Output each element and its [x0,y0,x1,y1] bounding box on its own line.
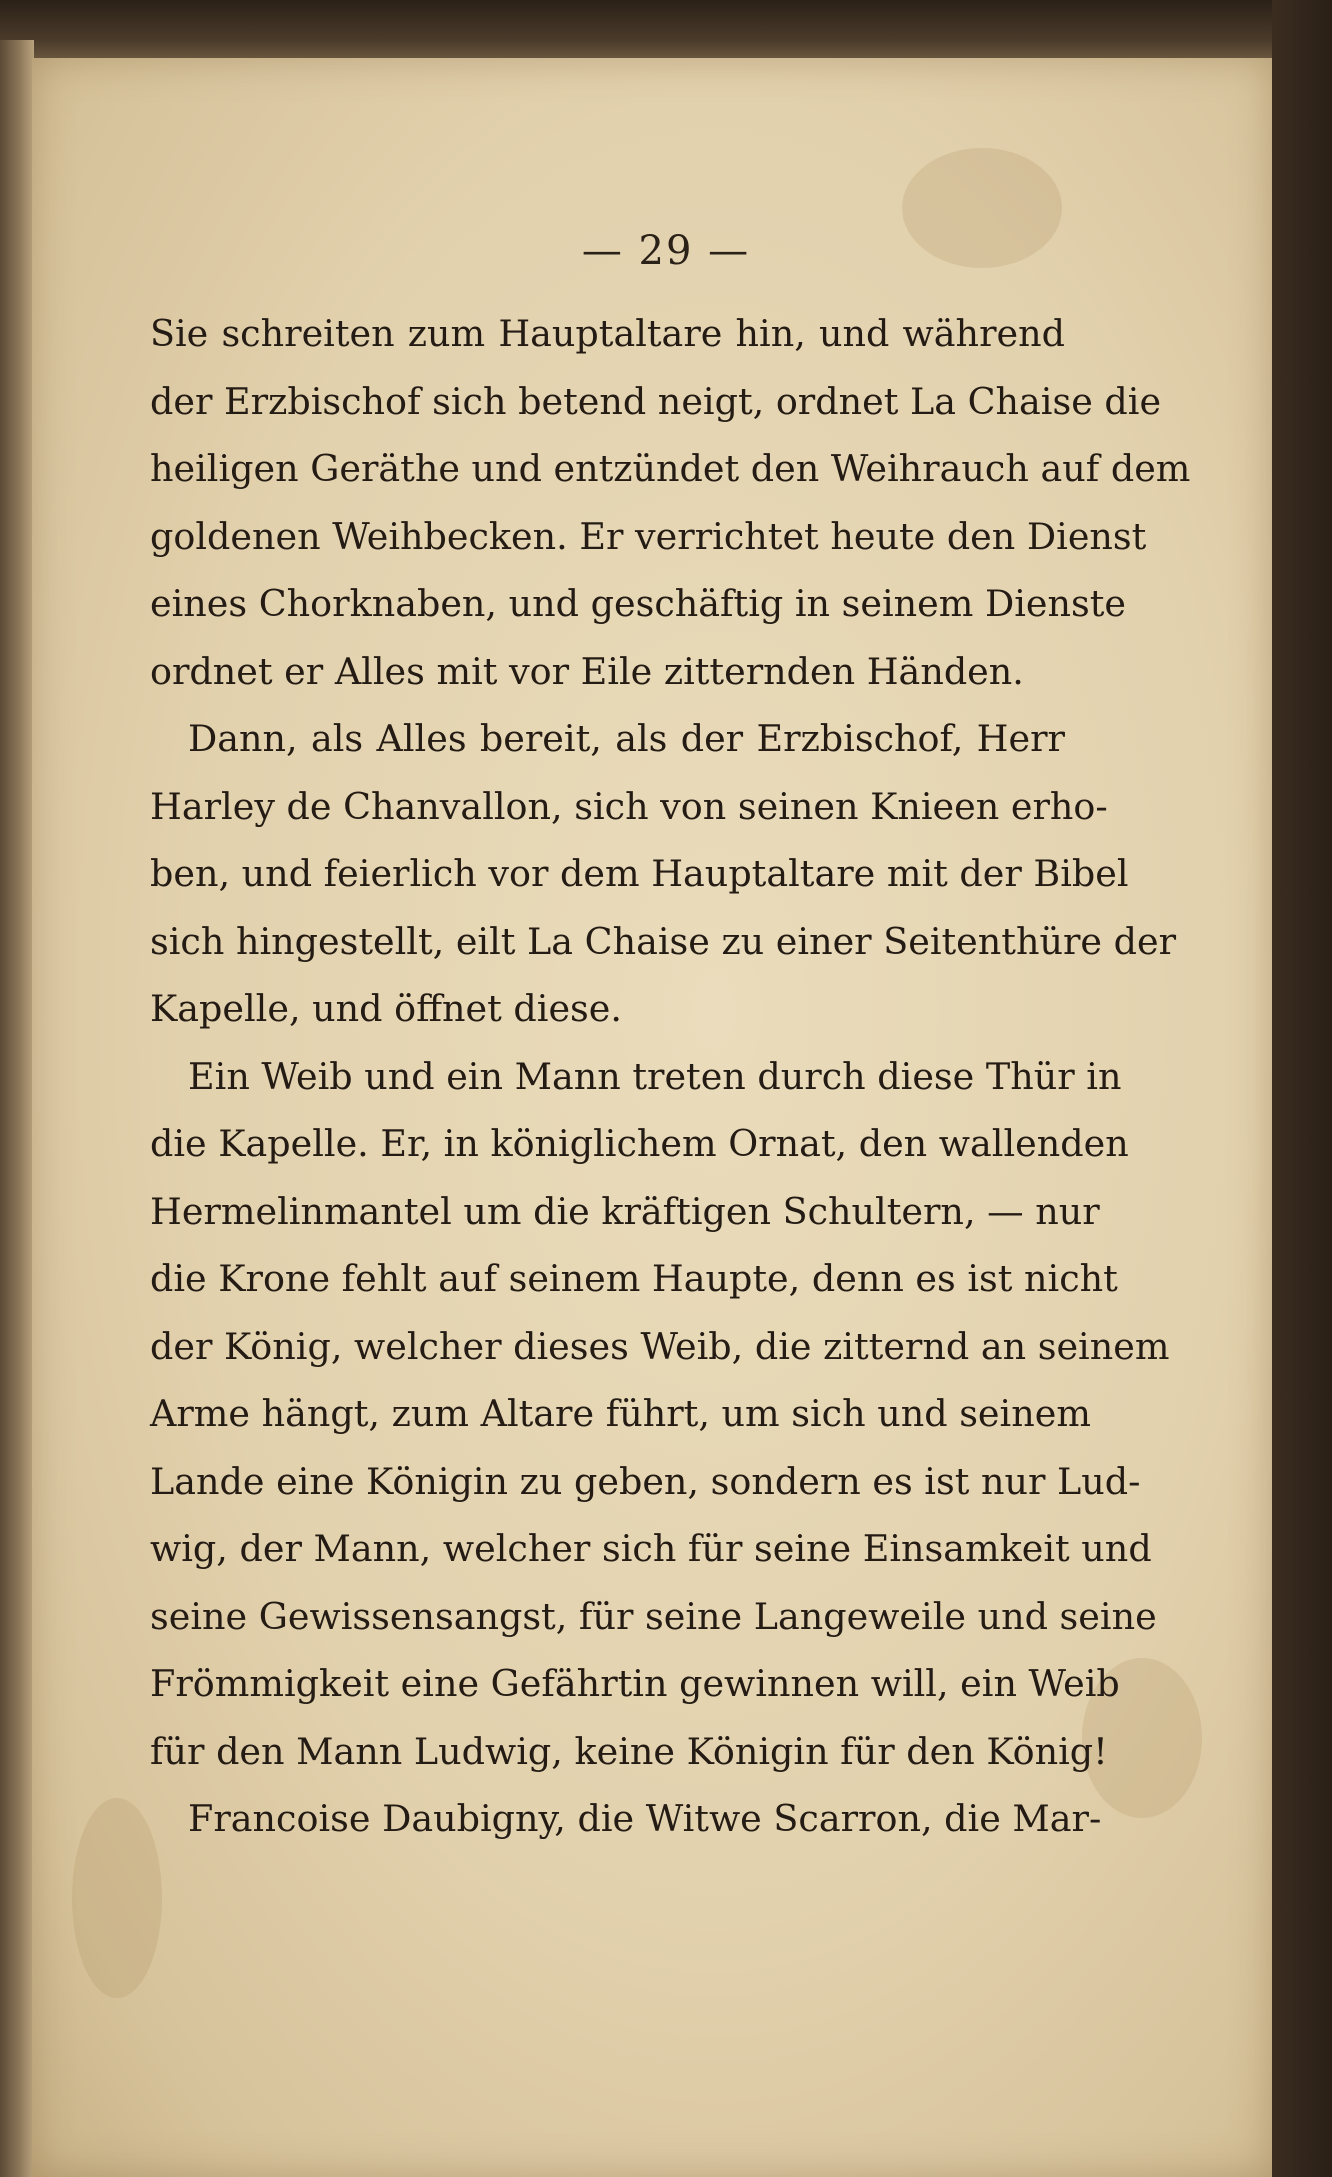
text-line: ben, und feierlich vor dem Hauptaltare mit der Bibel [150,852,1129,895]
text-line: Ein Weib und ein Mann treten durch diese Thür in [188,1054,1122,1098]
text-line: Sie schreiten zum Hauptaltare hin, und während [150,312,1065,355]
text-line: Lande eine Königin zu geben, sondern es ist nur Lud- [150,1459,1141,1503]
paper-stain [72,1798,162,1998]
text-line: für den Mann Ludwig, keine Königin für den König! [150,1729,1108,1773]
text-line: die Kapelle. Er, in königlichem Ornat, den wallenden [150,1122,1129,1165]
book-edge-right [1272,0,1332,2177]
text-line: heiligen Geräthe und entzündet den Weihrauch auf dem [150,447,1191,490]
page-number: — 29 — [581,228,751,274]
text-line: der Erzbischof sich betend neigt, ordnet La Chaise die [150,379,1162,423]
text-line: Frömmigkeit eine Gefährtin gewinnen will, ein Weib [150,1662,1120,1705]
text-line: wig, der Mann, welcher sich für seine Einsamkeit und [150,1527,1152,1570]
book-spine [0,40,34,2177]
text-line: der König, welcher dieses Weib, die zitternd an seinem [150,1324,1170,1368]
text-line: Harley de Chanvallon, sich von seinen Knieen erho- [150,784,1108,828]
text-line: goldenen Weihbecken. Er verrichtet heute den Dienst [150,514,1147,558]
text-line: Arme hängt, zum Altare führt, um sich und seinem [150,1392,1091,1435]
text-line: seine Gewissensangst, für seine Langeweile und seine [150,1594,1157,1638]
text-line: Kapelle, und öffnet diese. [150,987,622,1030]
body-text [150,300,1191,1853]
text-line: eines Chorknaben, und geschäftig in seinem Dienste [150,582,1127,625]
text-line: sich hingestellt, eilt La Chaise zu einer Seitenthüre der [150,919,1177,963]
text-line: ordnet er Alles mit vor Eile zitternden Händen. [150,649,1024,693]
text-line: die Krone fehlt auf seinem Haupte, denn es ist nicht [150,1257,1118,1300]
text-line: Francoise Daubigny, die Witwe Scarron, die Mar- [188,1797,1102,1840]
text-line: Hermelinmantel um die kräftigen Schultern, — nur [150,1189,1100,1233]
text-line: Dann, als Alles bereit, als der Erzbischof, Herr [188,717,1065,760]
